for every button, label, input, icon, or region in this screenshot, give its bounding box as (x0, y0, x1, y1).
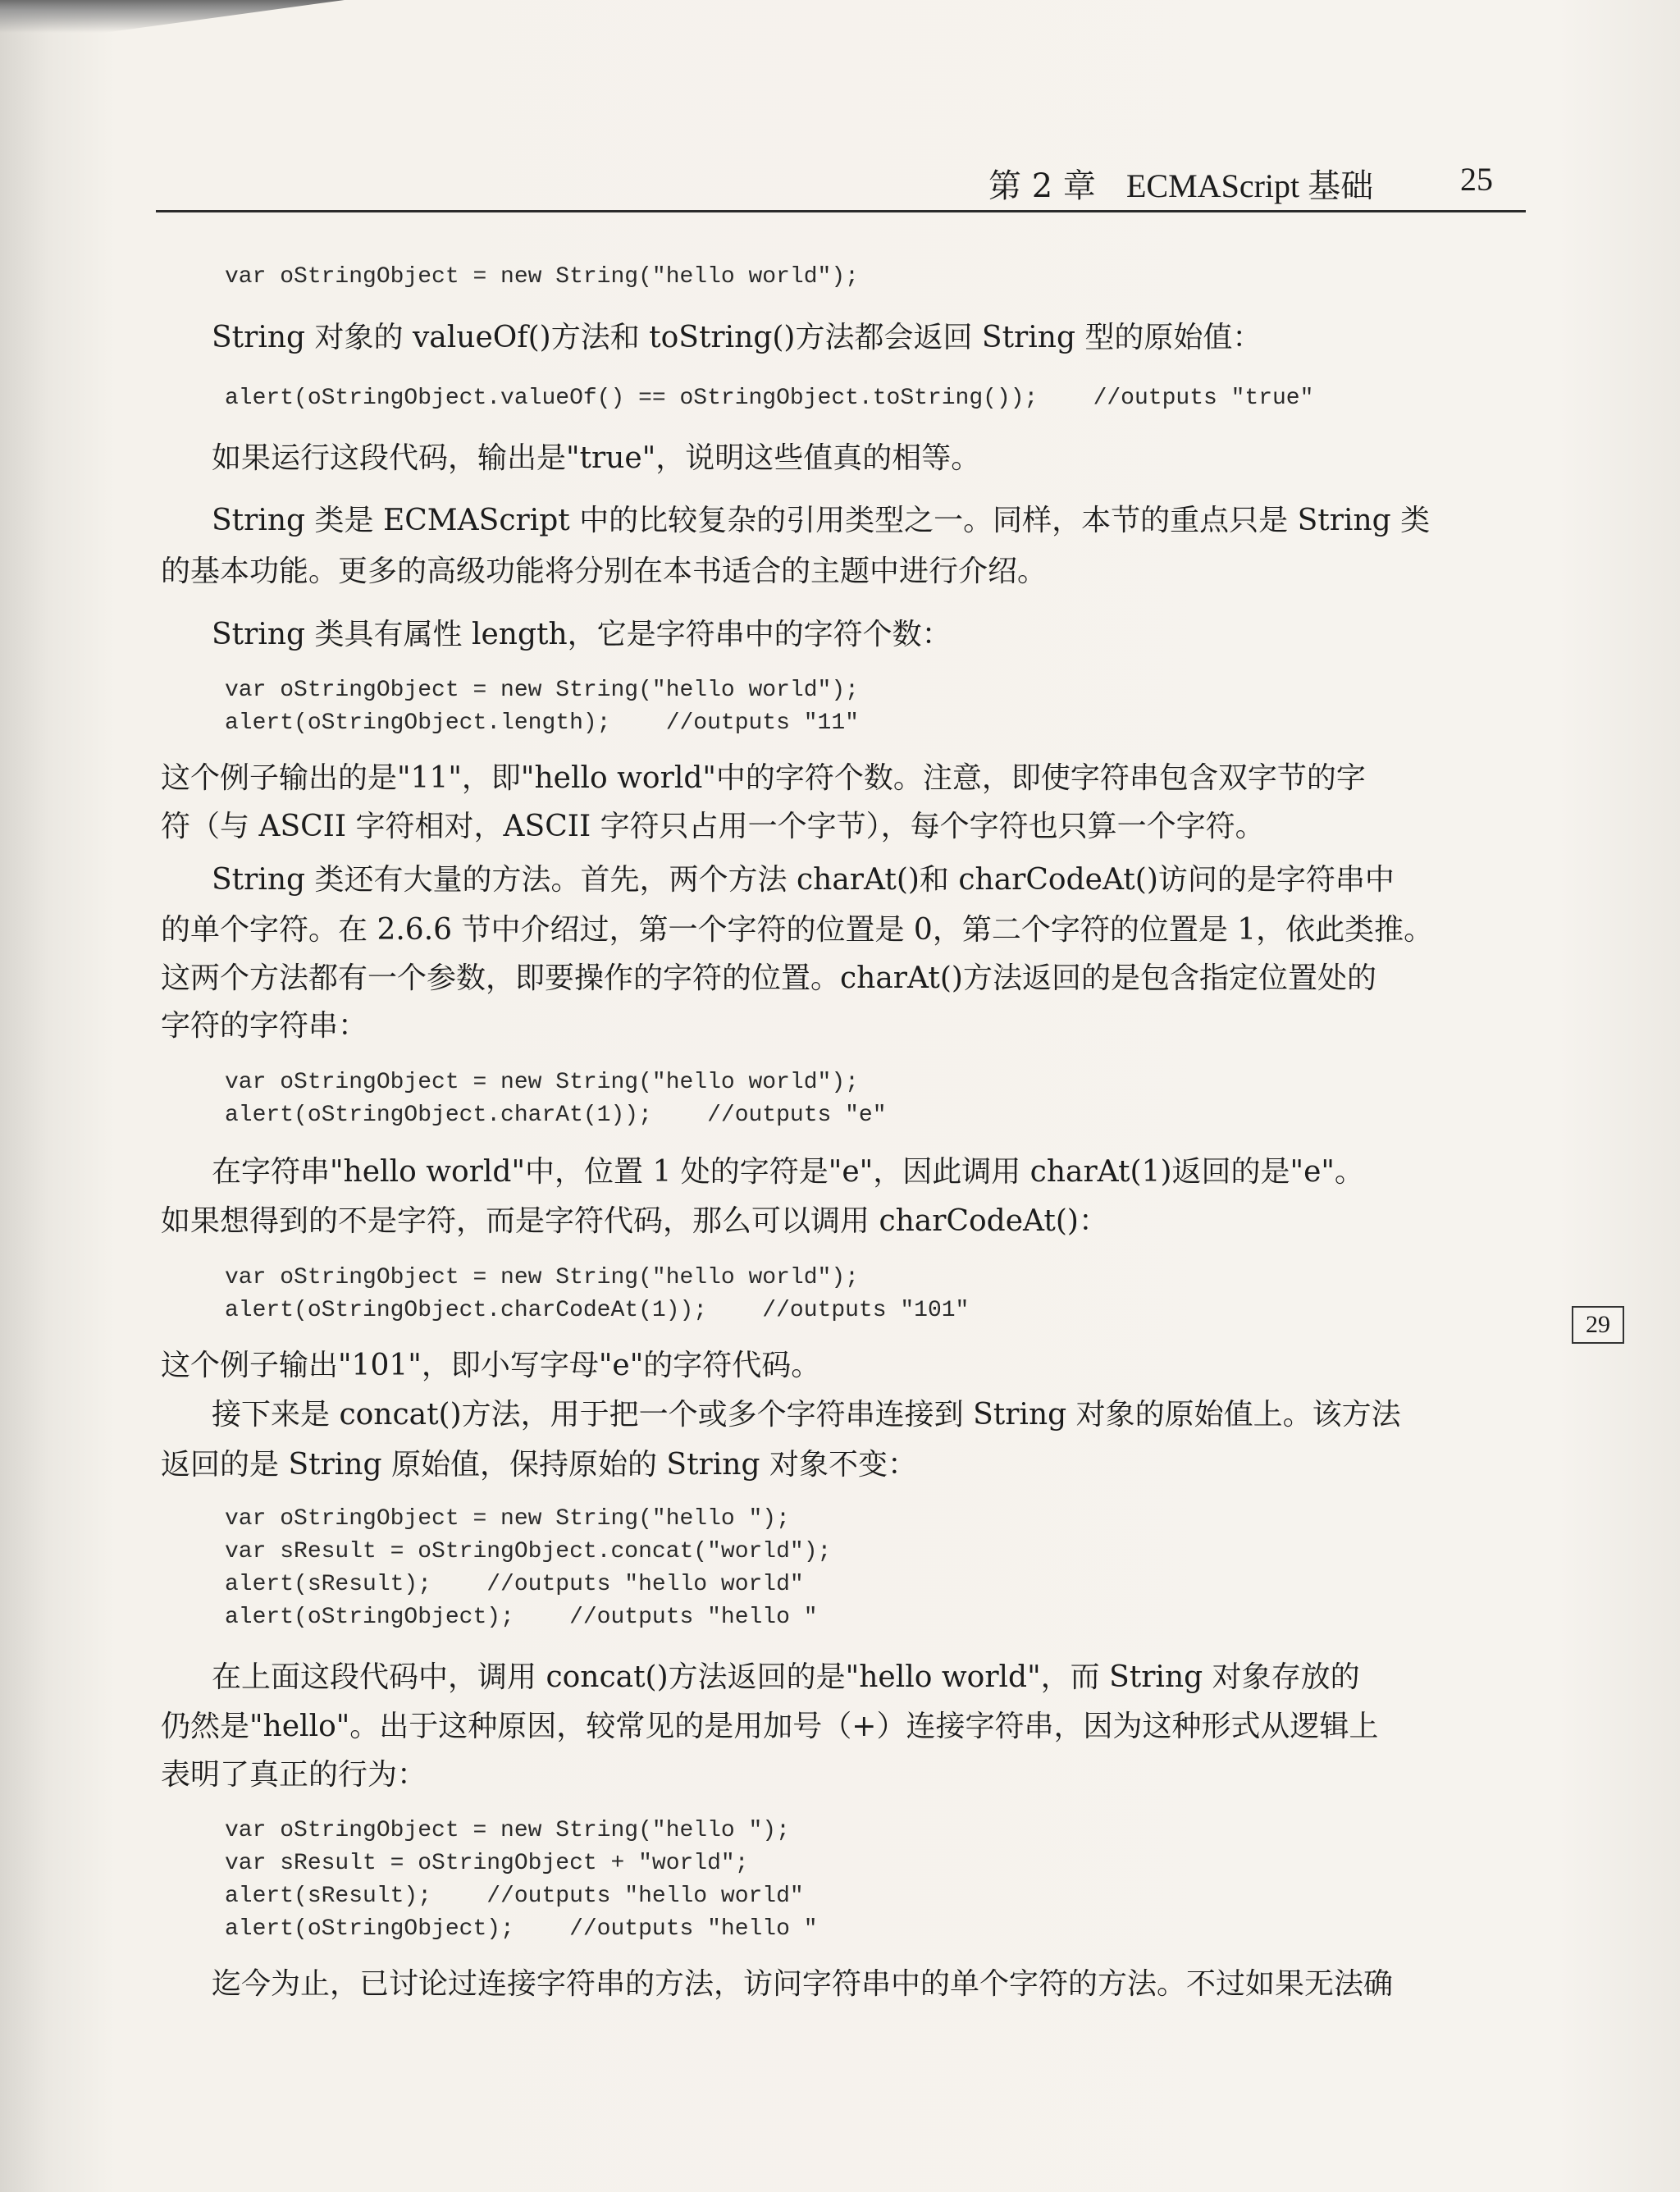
code-block-2: alert(oStringObject.valueOf() == oStringObject.toString()); //outputs "true" (225, 386, 1314, 411)
code-block-4: var oStringObject = new String("hello world"); alert(oStringObject.charAt(1)); //outputs "e" (225, 1070, 887, 1128)
paragraph-10-line-2: 仍然是"hello"。出于这种原因，较常见的是用加号（+）连接字符串，因为这种形式从逻辑上 (161, 1710, 1379, 1743)
paragraph-6-line-2: 的单个字符。在 2.6.6 节中介绍过，第一个字符的位置是 0，第二个字符的位置是 1，依此类推。 (161, 913, 1434, 947)
paragraph-9-line-1: 接下来是 concat()方法，用于把一个或多个字符串连接到 String 对象的原始值上。该方法 (212, 1398, 1401, 1432)
paragraph-3-line-2: 的基本功能。更多的高级功能将分别在本书适合的主题中进行介绍。 (161, 555, 1048, 588)
paragraph-8: 这个例子输出"101"，即小写字母"e"的字符代码。 (161, 1349, 821, 1382)
paragraph-7-line-2: 如果想得到的不是字符，而是字符代码，那么可以调用 charCodeAt()： (161, 1204, 1108, 1238)
paragraph-6-line-1: String 类还有大量的方法。首先，两个方法 charAt()和 charCodeAt()访问的是字符串中 (212, 863, 1395, 897)
paragraph-5-line-2: 符（与 ASCII 字符相对，ASCII 字符只占用一个字节），每个字符也只算一个字符。 (161, 810, 1265, 843)
paragraph-1: String 对象的 valueOf()方法和 toString()方法都会返回 String 型的原始值： (212, 321, 1262, 354)
paragraph-6-line-4: 字符的字符串： (161, 1009, 368, 1043)
side-page-marker: 29 (1572, 1306, 1624, 1344)
paragraph-10-line-3: 表明了真正的行为： (161, 1758, 427, 1792)
chapter-label: 第 2 章 (988, 167, 1096, 205)
code-block-3: var oStringObject = new String("hello world"); alert(oStringObject.length); //outputs "11" (225, 678, 859, 736)
page-number: 25 (1460, 161, 1493, 198)
code-block-7: var oStringObject = new String("hello "); var sResult = oStringObject + "world"; alert(sResult); //outputs "hello world" alert(oStringObject); //outputs "hello " (225, 1818, 818, 1942)
paragraph-5-line-1: 这个例子输出的是"11"，即"hello world"中的字符个数。注意，即使字符串包含双字节的字 (161, 761, 1366, 795)
paragraph-9-line-2: 返回的是 String 原始值，保持原始的 String 对象不变： (161, 1448, 917, 1482)
paragraph-7-line-1: 在字符串"hello world"中，位置 1 处的字符是"e"，因此调用 charAt(1)返回的是"e"。 (212, 1155, 1364, 1189)
paragraph-10-line-1: 在上面这段代码中，调用 concat()方法返回的是"hello world"，而 String 对象存放的 (212, 1660, 1360, 1694)
code-block-6: var oStringObject = new String("hello "); var sResult = oStringObject.concat("world"); alert(sResult); //outputs "hello world" alert(oStringObject); //outputs "hello " (225, 1506, 832, 1630)
header-rule (156, 210, 1526, 212)
paragraph-6-line-3: 这两个方法都有一个参数，即要操作的字符的位置。charAt()方法返回的是包含指定位置处的 (161, 961, 1376, 995)
running-header (988, 160, 1505, 209)
chapter-title: ECMAScript 基础 (1126, 167, 1374, 204)
paragraph-2: 如果运行这段代码，输出是"true"，说明这些值真的相等。 (212, 441, 981, 475)
code-block-5: var oStringObject = new String("hello world"); alert(oStringObject.charCodeAt(1)); //outputs "101" (225, 1265, 970, 1323)
paragraph-3-line-1: String 类是 ECMAScript 中的比较复杂的引用类型之一。同样，本节的重点只是 String 类 (212, 504, 1431, 537)
scan-corner-shadow (0, 0, 345, 33)
paragraph-4: String 类具有属性 length，它是字符串中的字符个数： (212, 618, 952, 651)
paragraph-11: 迄今为止，已讨论过连接字符串的方法，访问字符串中的单个字符的方法。不过如果无法确 (212, 1967, 1394, 2001)
code-block-1: var oStringObject = new String("hello world"); (225, 264, 859, 290)
